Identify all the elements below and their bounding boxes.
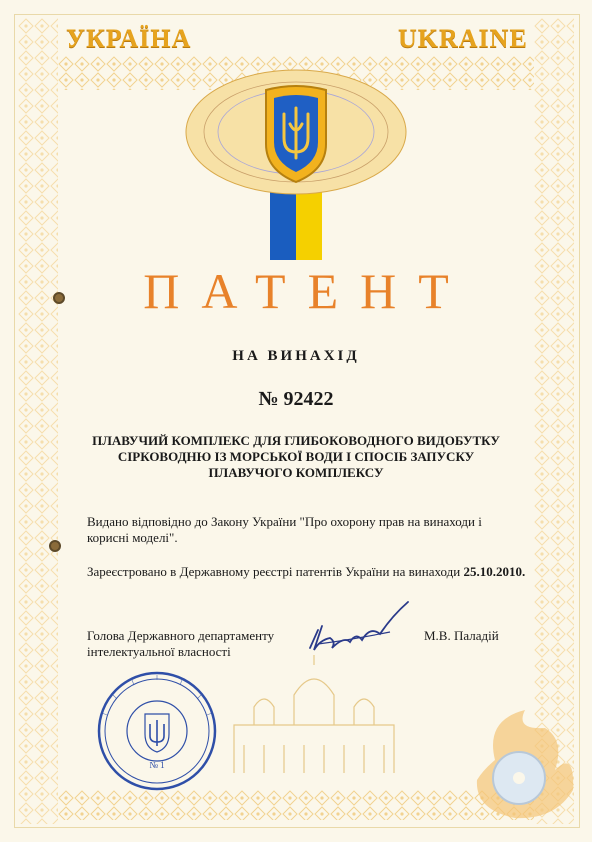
signer-title: Голова Державного департаменту інтелектуальної власності — [87, 628, 275, 659]
registration-date: 25.10.2010. — [463, 564, 526, 579]
official-stamp — [94, 668, 220, 794]
cathedral-watermark — [214, 655, 414, 775]
header-ukraine-ua: УКРАЇНА — [66, 24, 192, 53]
issued-statement: Видано відповідно до Закону України "Про охорону прав на винаходи і корисні моделі". — [87, 514, 482, 545]
invention-title: ПЛАВУЧИЙ КОМПЛЕКС ДЛЯ ГЛИБОКОВОДНОГО ВИДОБУТКУ СІРКОВОДНЮ ІЗ МОРСЬКОЇ ВОДИ І СПОСІБ ЗАПУСКУ ПЛАВУЧОГО КОМПЛЕКСУ — [92, 433, 500, 480]
signer-name: М.В. Паладій — [424, 628, 499, 643]
binding-hole-bottom — [49, 540, 61, 552]
registration-statement — [87, 564, 527, 580]
registration-text: Зареєстровано в Державному реєстрі патентів України на винаходи — [87, 564, 461, 579]
stamp-number: № 1 — [149, 760, 165, 770]
document-subtitle: НА ВИНАХІД — [232, 348, 360, 364]
header-ukraine-en: UKRAINE — [398, 24, 528, 53]
document-title: ПАТЕНТ — [143, 263, 471, 319]
binding-hole-top — [53, 292, 65, 304]
left-ornament-border — [18, 18, 58, 824]
watermark-logo — [455, 700, 581, 826]
patent-number: № 92422 — [258, 388, 334, 410]
coat-of-arms-emblem — [180, 60, 412, 260]
